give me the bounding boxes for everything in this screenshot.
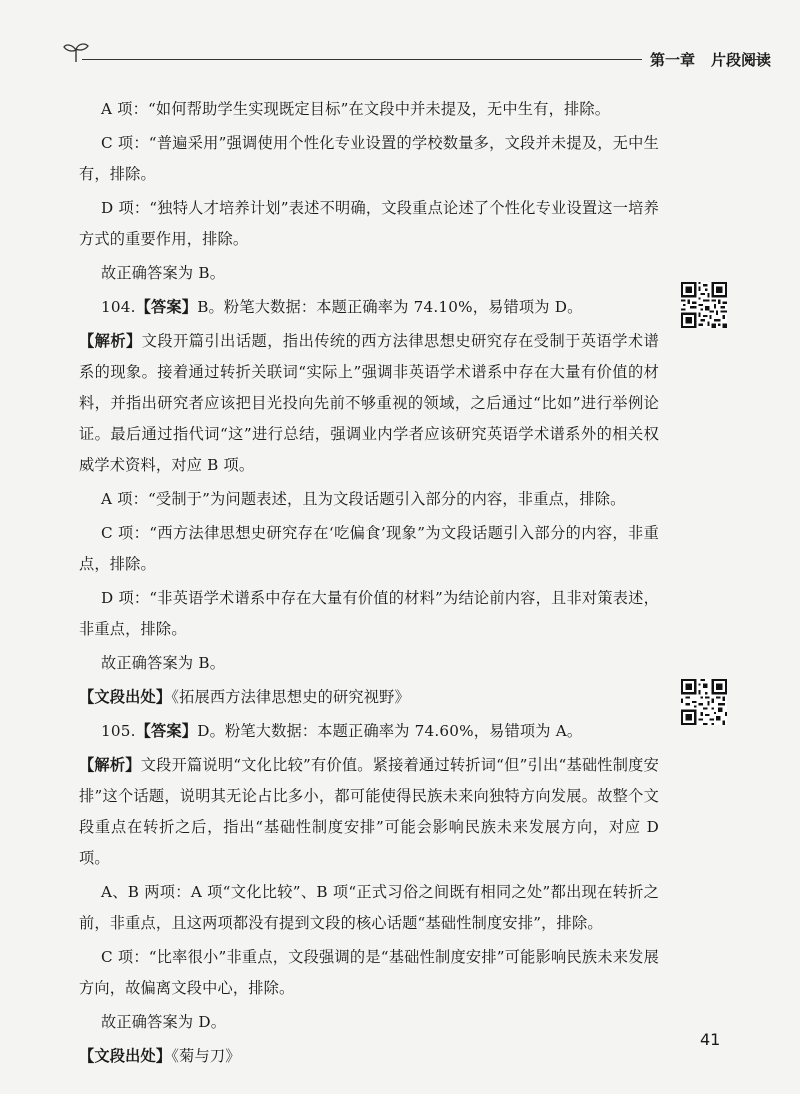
answer-tag: 【答案】: [135, 722, 198, 740]
analysis-text: 文段开篇引出话题，指出传统的西方法律思想史研究存在受制于英语学术谱系的现象。接着通过转折关联词“实际上”强调非英语学术谱系中存在大量有价值的材料，并指出研究者应该把目光投向先前不够重视的领域，之后通过“比如”进行举例论证。最后通过指代词“这”进行总结，强调业内学者应该研究英语学术谱系外的相关权威学术资料，对应 B 项。: [79, 332, 659, 474]
source-tag: 【文段出处】: [79, 1047, 172, 1065]
answer-105: [79, 716, 659, 747]
option-paragraph: D 项：“独特人才培养计划”表述不明确，文段重点论述了个性化专业设置这一培养方式的重要作用，排除。: [79, 199, 659, 248]
answer-104: [79, 292, 659, 323]
question-number: 105.: [101, 722, 136, 740]
sprout-icon: [62, 40, 90, 64]
option-paragraph: D 项：“非英语学术谱系中存在大量有价值的材料”为结论前内容，且非对策表述，非重点，排除。: [79, 589, 659, 638]
source-text: 《拓展西方法律思想史的研究视野》: [171, 688, 410, 706]
page-number: 41: [700, 1030, 721, 1049]
chapter-number: 第一章: [650, 51, 696, 69]
option-paragraph: C 项：“普遍采用”强调使用个性化专业设置的学校数量多，文段并未提及，无中生有，排除。: [79, 134, 659, 183]
source-tag: 【文段出处】: [79, 688, 172, 706]
qr-code-icon[interactable]: [681, 679, 727, 725]
qr-code-icon[interactable]: [681, 282, 727, 328]
analysis-tag: 【解析】: [79, 756, 141, 774]
analysis-tag: 【解析】: [79, 332, 142, 350]
option-paragraph: C 项：“西方法律思想史研究存在‘吃偏食’现象”为文段话题引入部分的内容，非重点，排除。: [79, 524, 659, 573]
option-paragraph: A 项：“受制于”为问题表述，且为文段话题引入部分的内容，非重点，排除。: [101, 490, 626, 508]
conclusion-paragraph: 故正确答案为 B。: [101, 654, 226, 672]
main-content: [79, 94, 659, 1072]
conclusion-paragraph: 故正确答案为 B。: [101, 264, 226, 282]
answer-tag: 【答案】: [135, 298, 198, 316]
source-text: 《菊与刀》: [171, 1047, 241, 1065]
conclusion-paragraph: 故正确答案为 D。: [101, 1013, 227, 1031]
option-paragraph: A、B 两项：A 项“文化比较”、B 项“正式习俗之间既有相同之处”都出现在转折之前，非重点，且这两项都没有提到文段的核心话题“基础性制度安排”，排除。: [79, 883, 659, 932]
question-number: 104.: [101, 298, 136, 316]
header-rule-right: [746, 59, 768, 60]
source-105: [79, 1041, 659, 1072]
source-104: [79, 682, 659, 713]
option-paragraph: C 项：“比率很小”非重点，文段强调的是“基础性制度安排”可能影响民族未来发展方向，故偏离文段中心，排除。: [79, 948, 659, 997]
option-paragraph: A 项：“如何帮助学生实现既定目标”在文段中并未提及，无中生有，排除。: [101, 100, 611, 118]
analysis-105: [79, 750, 659, 874]
analysis-104: [79, 326, 659, 481]
answer-text: B。粉笔大数据：本题正确率为 74.10%，易错项为 D。: [197, 298, 583, 316]
header-rule: [82, 59, 642, 60]
section-title: 片段阅读: [711, 51, 772, 69]
answer-text: D。粉笔大数据：本题正确率为 74.60%，易错项为 A。: [197, 722, 583, 740]
page-header: [60, 40, 772, 70]
analysis-text: 文段开篇说明“文化比较”有价值。紧接着通过转折词“但”引出“基础性制度安排”这个话题，说明其无论占比多小，都可能使得民族未来向独特方向发展。故整个文段重点在转折之后，指出“基础性制度安排”可能会影响民族未来发展方向，对应 D 项。: [79, 756, 659, 867]
